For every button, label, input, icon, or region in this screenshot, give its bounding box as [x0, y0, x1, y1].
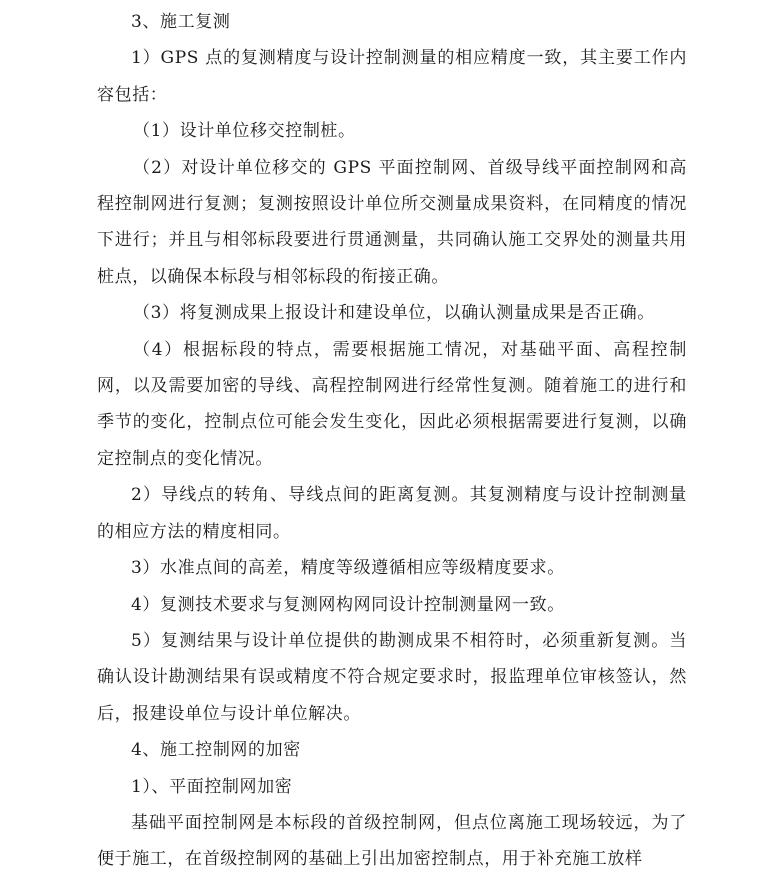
document-page — [97, 4, 687, 878]
section-heading-4: 4、施工控制网的加密 — [131, 740, 301, 761]
paragraph-item-4: 4）复测技术要求与复测网构网同设计控制测量网一致。 — [131, 594, 565, 615]
paragraph-sub-4: （4）根据标段的特点，需要根据施工情况，对基础平面、高程控制网，以及需要加密的导线、高程控制网进行经常性复测。随着施工的进行和季节的变化，控制点位可能会发生变化，因此必须根据需要进行复测，以确定控制点的变化情况。 — [97, 339, 687, 469]
paragraph-sub-3: （3）将复测成果上报设计和建设单位，以确认测量成果是否正确。 — [133, 303, 655, 324]
paragraph-sub-2: （2）对设计单位移交的 GPS 平面控制网、首级导线平面控制网和高程控制网进行复测；复测按照设计单位所交测量成果资料，在同精度的情况下进行；并且与相邻标段要进行贯通测量，共同确认施工交界处的测量共用桩点，以确保本标段与相邻标段的衔接正确。 — [97, 157, 687, 287]
paragraph-sub-1: （1）设计单位移交控制桩。 — [133, 121, 356, 142]
paragraph-item-2: 2）导线点的转角、导线点间的距离复测。其复测精度与设计控制测量的相应方法的精度相同。 — [97, 485, 687, 542]
paragraph-item-1: 1）GPS 点的复测精度与设计控制测量的相应精度一致，其主要工作内容包括： — [97, 48, 687, 105]
paragraph-item-3: 3）水准点间的高差，精度等级遵循相应等级精度要求。 — [131, 558, 565, 579]
paragraph-body-4-1: 基础平面控制网是本标段的首级控制网，但点位离施工现场较远，为了便于施工，在首级控制网的基础上引出加密控制点，用于补充施工放样 — [97, 812, 687, 870]
paragraph-item-5: 5）复测结果与设计单位提供的勘测成果不相符时，必须重新复测。当确认设计勘测结果有误或精度不符合规定要求时，报监理单位审核签认，然后，报建设单位与设计单位解决。 — [97, 630, 687, 724]
subsection-heading-4-1: 1）、平面控制网加密 — [131, 776, 293, 797]
section-heading-3: 3、施工复测 — [131, 12, 231, 32]
